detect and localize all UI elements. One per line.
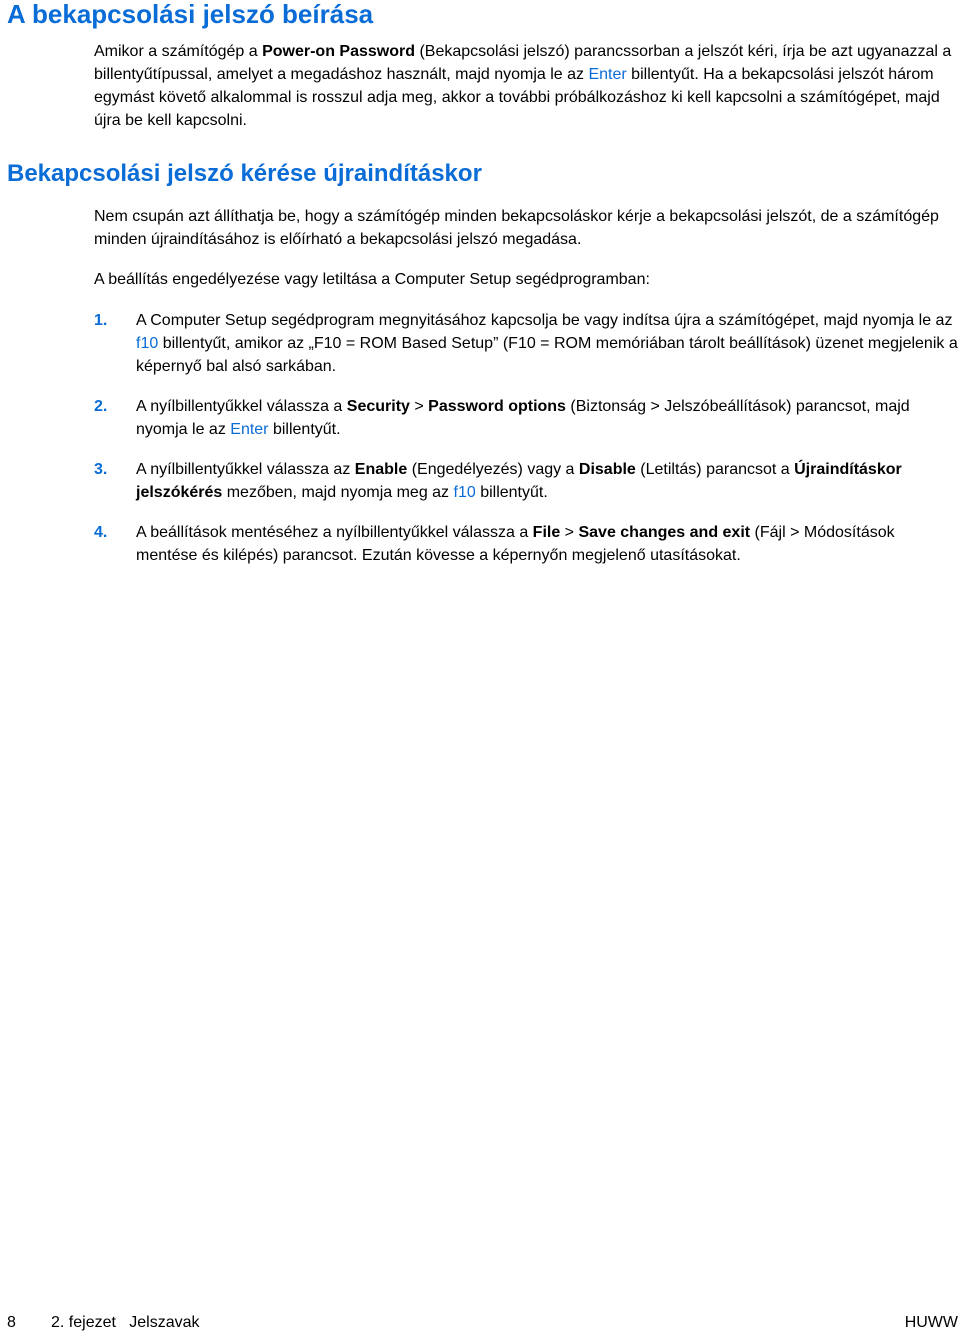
text: (Letiltás) parancsot a (635, 461, 795, 478)
text: billentyűt. Ha a bekapcsolási jelszót három egymást követő alkalommal is rosszul adja meg, akkor a további próbálkozáshoz ki kell kapcsolni a számítógépet, majd újra be kell kapcsolni. (94, 66, 940, 129)
bold-text: Enable (354, 461, 408, 478)
footer-brand: HUWW (904, 1314, 958, 1331)
intro-paragraph (94, 40, 960, 132)
steps-list (94, 309, 960, 584)
text: (Engedélyezés) vagy a (407, 461, 579, 478)
text: Amikor a számítógép a (94, 43, 263, 60)
text: > (409, 398, 429, 415)
bold-text: Újraindításkor jelszókérés (136, 461, 902, 501)
key-name: f10 (453, 484, 476, 501)
list-item (94, 309, 960, 378)
text: (Fájl > Módosítások mentése és kilépés) parancsot. Ezután kövesse a képernyőn megjelenő utasításokat. (136, 524, 895, 564)
text: A Computer Setup segédprogram megnyitásához kapcsolja be vagy indítsa újra a számítógépet, majd nyomja le az (136, 312, 953, 329)
bold-text: Disable (578, 461, 636, 478)
bold-text: Security (346, 398, 410, 415)
bold-text: Password options (428, 398, 566, 415)
paragraph: A beállítás engedélyezése vagy letiltása a Computer Setup segédprogramban: (94, 271, 650, 288)
text: > (560, 524, 579, 541)
list-item (94, 521, 960, 567)
text: A nyílbillentyűkkel válassza az (136, 461, 355, 478)
subsection-title: Bekapcsolási jelszó kérése újraindításkor (7, 160, 482, 187)
text: A nyílbillentyűkkel válassza a (136, 398, 347, 415)
key-name: Enter (230, 421, 269, 438)
step-number: 2. (94, 398, 108, 415)
text: mezőben, majd nyomja meg az (222, 484, 454, 501)
bold-text: Save changes and exit (578, 524, 751, 541)
paragraph: Nem csupán azt állíthatja be, hogy a számítógép minden bekapcsoláskor kérje a bekapcsolási jelszót, de a számítógép minden újraindításához is előírható a bekapcsolási jelszó megadása. (94, 208, 939, 248)
key-name: f10 (136, 335, 159, 352)
step-number: 1. (94, 312, 108, 329)
bold-text: Power-on Password (262, 43, 415, 60)
bold-text: File (532, 524, 561, 541)
text: billentyűt. (475, 484, 548, 501)
list-item (94, 395, 960, 441)
text: (Bekapcsolási jelszó) parancssorban a jelszót kéri, írja be azt ugyanazzal a billentyűtípussal, amelyet a megadáshoz használt, majd nyomja le az (94, 43, 952, 83)
section-title: A bekapcsolási jelszó beírása (7, 0, 374, 29)
text: billentyűt, amikor az „F10 = ROM Based Setup” (F10 = ROM memóriában tárolt beállítások) üzenet megjelenik a képernyő bal alsó sarkában. (136, 335, 958, 375)
text: billentyűt. (268, 421, 341, 438)
page-number: 8 (7, 1314, 16, 1331)
key-name: Enter (588, 66, 627, 83)
text: A beállítások mentéséhez a nyílbillentyűkkel válassza a (136, 524, 533, 541)
step-number: 3. (94, 461, 108, 478)
text: (Biztonság > Jelszóbeállítások) parancsot, majd nyomja le az (136, 398, 910, 438)
chapter-title: 2. fejezet Jelszavak (51, 1314, 200, 1331)
list-item (94, 458, 960, 504)
step-number: 4. (94, 524, 108, 541)
